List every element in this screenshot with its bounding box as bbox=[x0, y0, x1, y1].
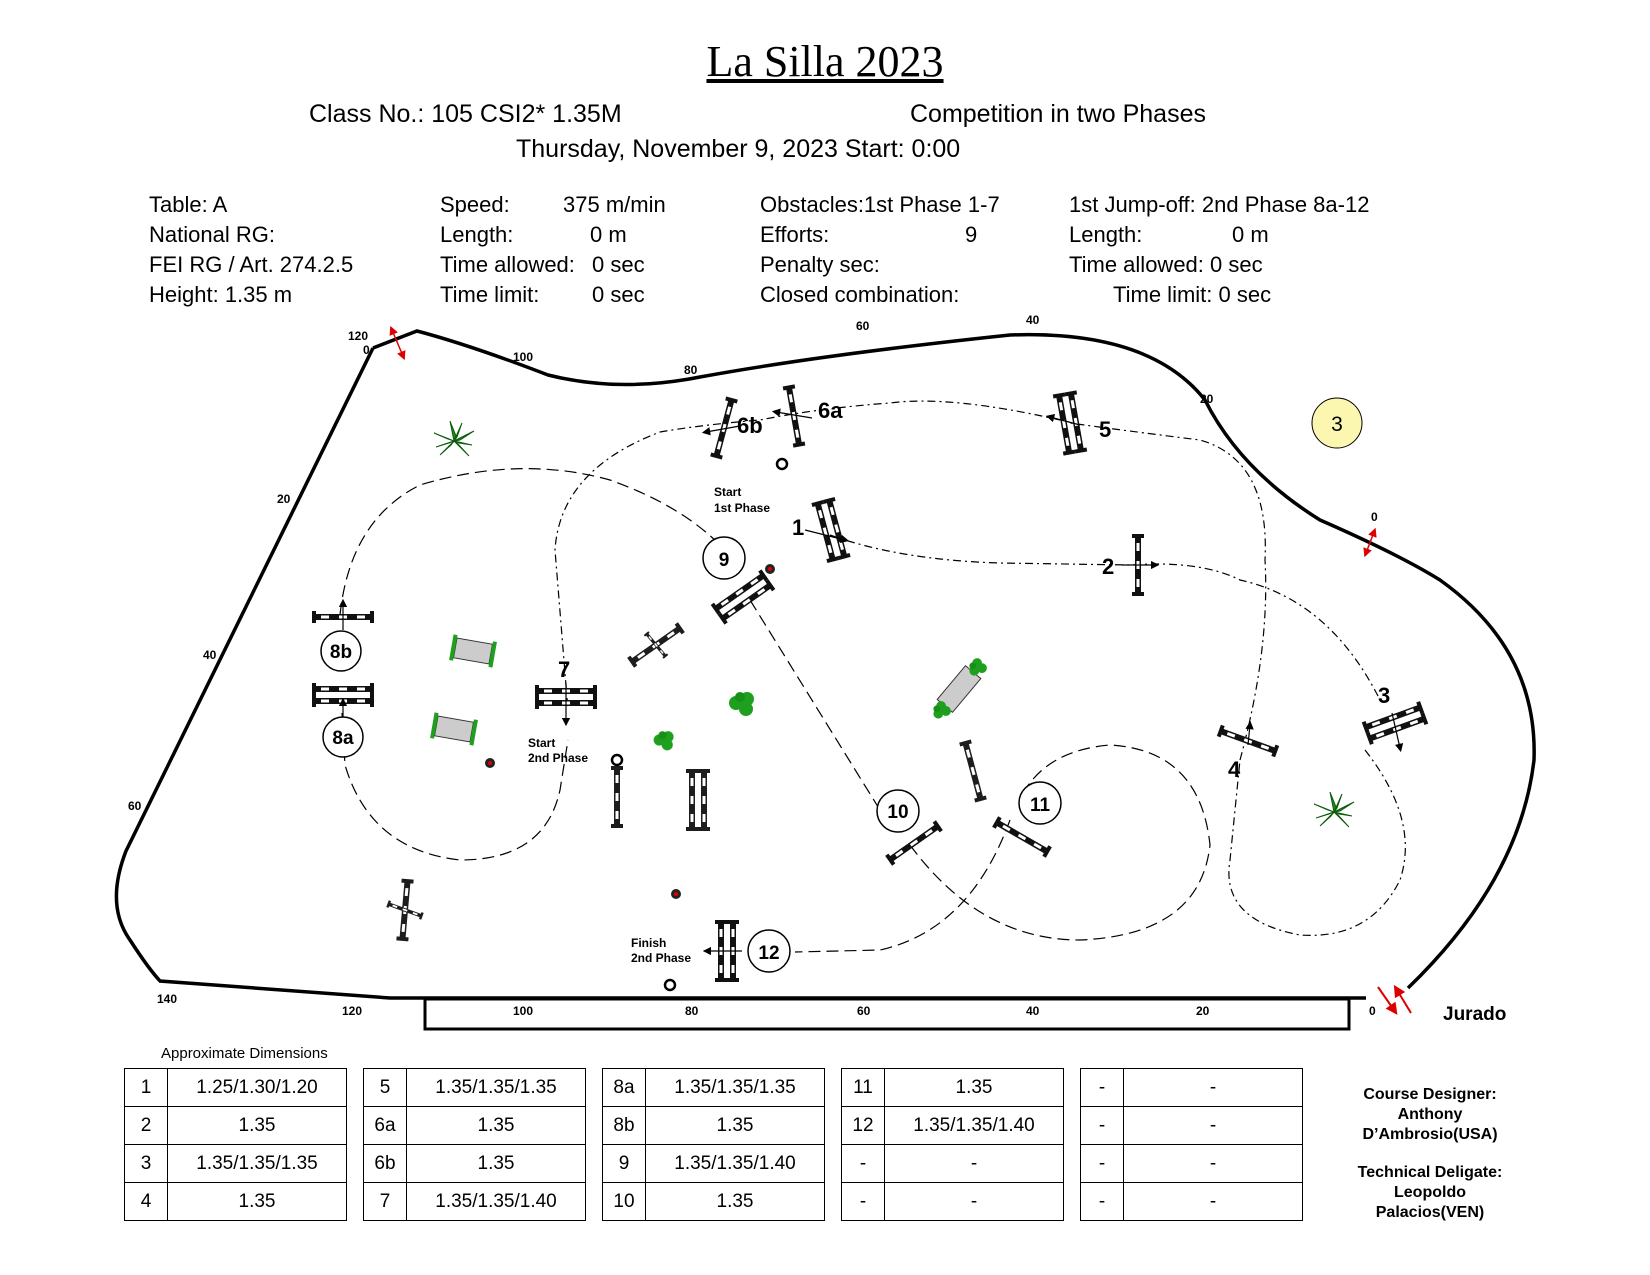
table-row: 2 1.35 bbox=[125, 1107, 347, 1145]
jury-label: Jurado bbox=[1443, 1004, 1507, 1025]
table-row: 1 1.25/1.30/1.20 bbox=[125, 1069, 347, 1107]
arena-outline-left bbox=[116, 348, 1366, 998]
jumpoff-time-allowed: Time allowed: 0 sec bbox=[1069, 252, 1263, 277]
speed-label: Speed: bbox=[440, 192, 510, 217]
scale-mark: 20 bbox=[277, 492, 291, 506]
fence-8a bbox=[312, 683, 374, 757]
jury-stand bbox=[425, 999, 1349, 1029]
designer-name: Anthony bbox=[1397, 1106, 1463, 1123]
entry-arrow-icon bbox=[1378, 987, 1394, 1010]
svg-text:8a: 8a bbox=[332, 728, 354, 749]
table-row: 8b 1.35 bbox=[603, 1107, 825, 1145]
date-start: Thursday, November 9, 2023 Start: 0:00 bbox=[516, 135, 961, 163]
svg-text:5: 5 bbox=[1099, 417, 1112, 442]
fence-11 bbox=[992, 782, 1061, 858]
fence-10 bbox=[877, 790, 943, 866]
fence-3 bbox=[1362, 683, 1428, 748]
water-tray-2 bbox=[430, 712, 478, 745]
delegate-title: Technical Deligate: bbox=[1357, 1164, 1503, 1181]
exit-arrow-icon bbox=[1397, 990, 1411, 1013]
jumpoff-length-label: Length: bbox=[1069, 222, 1143, 247]
fence-7 bbox=[535, 657, 597, 722]
efforts-label: Efforts: bbox=[760, 222, 830, 247]
table-row: - - bbox=[842, 1183, 1064, 1221]
svg-text:1: 1 bbox=[792, 515, 805, 540]
jumpoff-length-value: 0 m bbox=[1232, 222, 1269, 247]
time-limit-value: 0 sec bbox=[592, 282, 645, 307]
scale-mark: 60 bbox=[128, 799, 142, 813]
fence-6b bbox=[706, 397, 763, 460]
svg-text:2: 2 bbox=[1102, 554, 1115, 579]
svg-text:6b: 6b bbox=[737, 413, 763, 438]
start-2nd-phase-label: Start bbox=[528, 736, 556, 750]
svg-text:4: 4 bbox=[1228, 757, 1241, 782]
page-title: La Silla 2023 bbox=[706, 37, 944, 86]
dimensions-caption: Approximate Dimensions bbox=[161, 1045, 328, 1062]
dimensions-table-1 bbox=[124, 1068, 347, 1221]
class-number: Class No.: 105 CSI2* 1.35M bbox=[309, 100, 622, 128]
closed-combination-label: Closed combination: bbox=[760, 282, 960, 307]
penalty-sec-label: Penalty sec: bbox=[760, 252, 880, 277]
time-allowed-label: Time allowed: bbox=[440, 252, 575, 277]
gate-top-icon bbox=[392, 330, 403, 356]
scale-mark: 0 bbox=[1371, 510, 1378, 524]
fence-6a bbox=[776, 384, 843, 447]
scale-mark: 140 bbox=[157, 992, 178, 1006]
length-label: Length: bbox=[440, 222, 514, 247]
start-1st-phase-marker bbox=[777, 459, 787, 469]
fence-1 bbox=[792, 497, 851, 563]
start-2nd-phase-label: 2nd Phase bbox=[528, 751, 589, 765]
water-tray-1 bbox=[449, 634, 497, 667]
fence-2 bbox=[1102, 534, 1155, 596]
ring-badge-label: 3 bbox=[1331, 413, 1343, 436]
technical-delegate bbox=[1330, 1163, 1530, 1223]
scale-mark: 80 bbox=[685, 1004, 699, 1018]
finish-2nd-phase-marker bbox=[665, 980, 675, 990]
table-row: 9 1.35/1.35/1.40 bbox=[603, 1145, 825, 1183]
water-tray-3 bbox=[927, 655, 990, 724]
table-row: - - bbox=[842, 1145, 1064, 1183]
svg-text:3: 3 bbox=[1378, 683, 1391, 708]
jumpoff-label: 1st Jump-off: 2nd Phase 8a-12 bbox=[1069, 192, 1370, 217]
info-height: Height: 1.35 m bbox=[149, 282, 293, 307]
speed-value: 375 m/min bbox=[563, 192, 666, 217]
fence-9 bbox=[703, 537, 775, 625]
dimensions-table-2 bbox=[363, 1068, 586, 1221]
bush-icon bbox=[654, 731, 674, 750]
scale-mark: 40 bbox=[1026, 313, 1040, 327]
competition-type: Competition in two Phases bbox=[910, 100, 1206, 128]
table-row: 11 1.35 bbox=[842, 1069, 1064, 1107]
time-limit-label: Time limit: bbox=[440, 282, 540, 307]
scale-mark: 40 bbox=[1026, 1004, 1040, 1018]
efforts-value: 9 bbox=[965, 222, 978, 247]
svg-text:10: 10 bbox=[887, 802, 909, 823]
delegate-country: Palacios(VEN) bbox=[1375, 1204, 1485, 1221]
info-fei-rg: FEI RG / Art. 274.2.5 bbox=[149, 252, 354, 277]
table-row: - - bbox=[1081, 1107, 1303, 1145]
scale-mark: 20 bbox=[1196, 1004, 1210, 1018]
jumpoff-time-limit: Time limit: 0 sec bbox=[1113, 282, 1272, 307]
table-row: 8a 1.35/1.35/1.35 bbox=[603, 1069, 825, 1107]
scale-mark: 40 bbox=[203, 648, 217, 662]
table-row: 4 1.35 bbox=[125, 1183, 347, 1221]
designer-title: Course Designer: bbox=[1363, 1086, 1497, 1103]
palm-plant-icon bbox=[434, 421, 474, 456]
dimensions-table-3 bbox=[602, 1068, 825, 1221]
table-row: 6b 1.35 bbox=[364, 1145, 586, 1183]
route-phase2 bbox=[340, 469, 1210, 952]
scale-mark: 0 bbox=[1369, 1004, 1376, 1018]
start-1st-phase-label: Start bbox=[714, 485, 742, 499]
fence-4 bbox=[1217, 725, 1279, 782]
info-table: Table: A bbox=[149, 192, 228, 217]
scale-mark: 20 bbox=[1200, 392, 1214, 406]
scale-mark: 100 bbox=[513, 1004, 534, 1018]
table-row: 12 1.35/1.35/1.40 bbox=[842, 1107, 1064, 1145]
designer-country: D’Ambrosio(USA) bbox=[1362, 1126, 1498, 1143]
unused-fences bbox=[386, 622, 987, 941]
fence-8b bbox=[312, 603, 374, 671]
scale-mark: 80 bbox=[684, 363, 698, 377]
delegate-name: Leopoldo bbox=[1394, 1184, 1466, 1201]
scale-mark: 60 bbox=[856, 319, 870, 333]
svg-text:9: 9 bbox=[718, 550, 730, 571]
length-value: 0 m bbox=[590, 222, 627, 247]
svg-text:6a: 6a bbox=[818, 398, 843, 423]
scale-mark: 120 bbox=[348, 329, 369, 343]
table-row: 3 1.35/1.35/1.35 bbox=[125, 1145, 347, 1183]
finish-2nd-phase-label: 2nd Phase bbox=[631, 951, 692, 965]
scale-mark: 100 bbox=[513, 350, 534, 364]
scale-mark: 60 bbox=[857, 1004, 871, 1018]
dimensions-table-5 bbox=[1080, 1068, 1303, 1221]
table-row: 6a 1.35 bbox=[364, 1107, 586, 1145]
scale-mark: 120 bbox=[342, 1004, 363, 1018]
start-2nd-phase-marker bbox=[612, 755, 622, 765]
scale-mark: 0 bbox=[363, 343, 370, 357]
time-allowed-value: 0 sec bbox=[592, 252, 645, 277]
svg-text:12: 12 bbox=[758, 943, 780, 964]
table-row: 10 1.35 bbox=[603, 1183, 825, 1221]
svg-text:7: 7 bbox=[558, 657, 571, 682]
svg-text:8b: 8b bbox=[329, 642, 353, 663]
finish-2nd-phase-label: Finish bbox=[631, 936, 667, 950]
dimensions-table-4 bbox=[841, 1068, 1064, 1221]
table-row: - - bbox=[1081, 1069, 1303, 1107]
bush-icon bbox=[729, 692, 754, 716]
obstacles-label: Obstacles:1st Phase 1-7 bbox=[760, 192, 1000, 217]
table-row: 7 1.35/1.35/1.40 bbox=[364, 1183, 586, 1221]
table-row: - - bbox=[1081, 1183, 1303, 1221]
svg-text:11: 11 bbox=[1029, 795, 1051, 816]
start-1st-phase-label: 1st Phase bbox=[714, 501, 771, 515]
table-row: 5 1.35/1.35/1.35 bbox=[364, 1069, 586, 1107]
fence-5 bbox=[1050, 390, 1111, 455]
info-national-rg: National RG: bbox=[149, 222, 275, 247]
course-designer bbox=[1330, 1085, 1530, 1145]
fence-12 bbox=[707, 920, 790, 982]
palm-plant-icon bbox=[1314, 792, 1354, 827]
table-row: - - bbox=[1081, 1145, 1303, 1183]
